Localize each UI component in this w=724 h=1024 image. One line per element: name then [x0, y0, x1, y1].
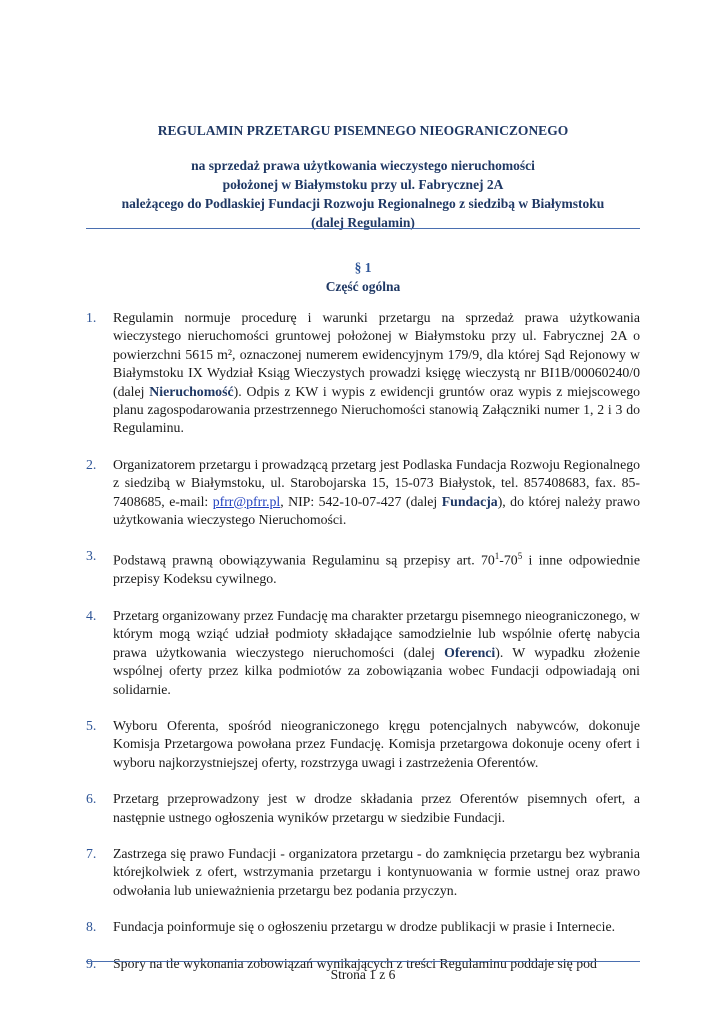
regulation-list	[86, 309, 640, 973]
item-text: -70	[499, 553, 518, 569]
item-number: 9.	[86, 955, 97, 971]
header-divider	[86, 228, 640, 229]
superscript: 1	[494, 551, 500, 562]
item-text: Regulamin normuje procedurę i warunki przetargu na sprzedaż prawa użytkowania wieczystego nieruchomości gruntowej położonej w Białymstoku przy ul. Fabrycznej 2A o powierzchni 5615 m², oznaczonej numerem ewidencyjnym 179/9, dla której Sąd Rejonowy w Białymstoku IX Wydział Ksiąg Wieczystych prowadzi księgę wieczystą nr BI1B/00060240/0 (dalej	[113, 310, 640, 399]
document-title: REGULAMIN PRZETARGU PISEMNEGO NIEOGRANICZONEGO	[157, 123, 569, 138]
list-item	[86, 790, 640, 827]
item-number: 5.	[86, 717, 97, 733]
subtitle-line: na sprzedaż prawa użytkowania wieczystego nieruchomości	[191, 158, 535, 173]
subtitle-line: (dalej Regulamin)	[311, 215, 415, 230]
item-text: i inne odpowiednie przepisy Kodeksu cywilnego.	[113, 553, 641, 587]
defined-term: Nieruchomość	[149, 383, 234, 399]
item-number: 4.	[86, 607, 97, 623]
item-text: Wyboru Oferenta, spośród nieograniczonego kręgu potencjalnych nabywców, dokonuje Komisja Przetargowa powołana przez Fundację. Komisja przetargowa dokonuje oceny ofert i wyboru najkorzystniejszej oferty, rozstrzyga uwagi i zastrzeżenia Oferentów.	[113, 717, 640, 770]
item-text: Zastrzega się prawo Fundacji - organizatora przetargu - do zamknięcia przetargu bez wybrania którejkolwiek z ofert, wstrzymania przetargu i kontynuowania w formie ustnej oraz prawo odwołania lub unieważnienia przetargu bez podania przyczyn.	[113, 845, 640, 898]
footer-divider	[86, 961, 640, 962]
item-text: Organizatorem przetargu i prowadzącą przetarg jest Podlaska Fundacja Rozwoju Regionalnego z siedzibą w Białymstoku, ul. Starobojarska 15, 15-073 Białystok, tel. 857408683, fax. 85-7408685, e-mail:	[113, 456, 640, 509]
list-item	[86, 547, 640, 588]
list-item	[86, 918, 640, 936]
page-number: Strona 1 z 6	[330, 967, 396, 982]
item-text: Przetarg organizowany przez Fundację ma charakter przetargu pisemnego nieograniczonego, w którym mogą wziąć udział podmioty składające samodzielnie lub wspólnie ofertę nabycia prawa użytkowania wieczystego nieruchomości (dalej	[113, 607, 640, 660]
section-title: Część ogólna	[325, 279, 401, 294]
list-item	[86, 845, 640, 900]
subtitle-line: położonej w Białymstoku przy ul. Fabrycznej 2A	[222, 177, 504, 192]
list-item	[86, 607, 640, 699]
item-number: 1.	[86, 310, 97, 325]
section-heading	[86, 258, 640, 296]
item-number: 6.	[86, 791, 97, 807]
item-text: Przetarg przeprowadzony jest w drodze składania przez Oferentów pisemnych ofert, a następnie ustnego ogłoszenia wyników przetargu w siedzibie Fundacji.	[113, 791, 640, 825]
item-text: ), do której należy prawo użytkowania wieczystego Nieruchomości.	[113, 493, 640, 528]
item-text: Spory na tle wykonania zobowiązań wynikających z treści Regulaminu poddaje się pod	[113, 955, 597, 971]
superscript: 5	[517, 551, 523, 562]
defined-term: Fundacja	[441, 493, 498, 509]
item-text: ). W wypadku złożenie wspólnej oferty przez kilka podmiotów za zobowiązania wobec Fundacji odpowiadają oni solidarnie.	[113, 644, 641, 697]
list-item	[86, 309, 640, 438]
list-item	[86, 717, 640, 772]
item-text: Fundacja poinformuje się o ogłoszeniu przetargu w drodze publikacji w prasie i Internecie.	[113, 919, 616, 935]
item-number: 2.	[86, 456, 97, 472]
item-text: , NIP: 542-10-07-427 (dalej	[280, 493, 442, 509]
defined-term: Oferenci	[444, 644, 496, 660]
item-number: 7.	[86, 845, 97, 861]
item-text: ). Odpis z KW i wypis z ewidencji gruntów oraz wypis z miejscowego planu zagospodarowania przestrzennego Nieruchomości stanowią Załączniki numer 1, 2 i 3 do Regulaminu.	[113, 383, 641, 436]
list-item	[86, 456, 640, 530]
subtitle-line: należącego do Podlaskiej Fundacji Rozwoju Regionalnego z siedzibą w Białymstoku	[121, 196, 605, 211]
item-number: 8.	[86, 919, 97, 935]
item-text: Podstawą prawną obowiązywania Regulaminu są przepisy art. 70	[113, 553, 495, 569]
item-number: 3.	[86, 548, 97, 564]
document-subtitle	[86, 156, 640, 232]
section-number: § 1	[354, 260, 372, 275]
email-link[interactable]: pfrr@pfrr.pl	[212, 493, 281, 509]
